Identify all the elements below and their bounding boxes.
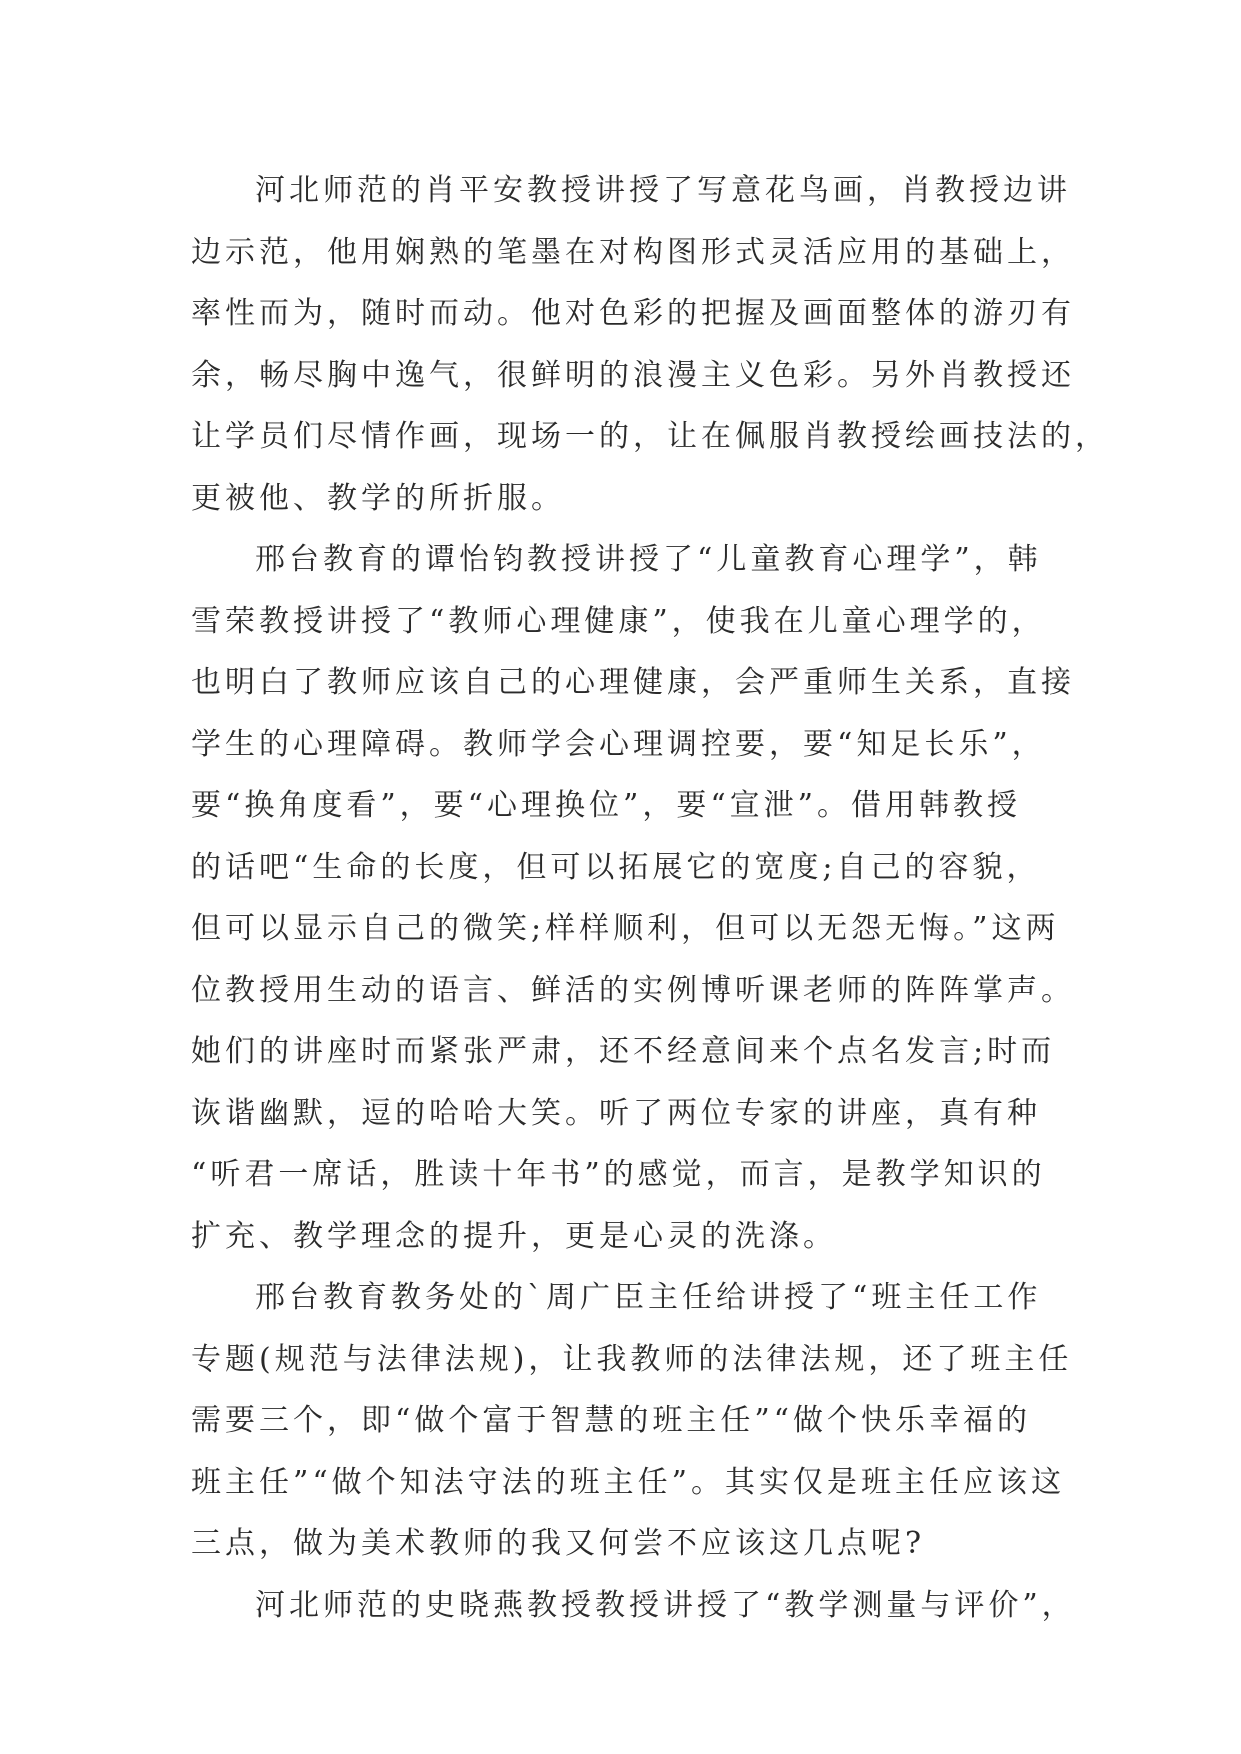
text-line: 班主任”“做个知法守法的班主任”。其实仅是班主任应该这 xyxy=(191,1464,1066,1500)
text-line: 专题(规范与法律法规)，让我教师的法律法规，还了班主任 xyxy=(191,1341,1073,1377)
text-line: 三点，做为美术教师的我又何尝不应该这几点呢? xyxy=(191,1526,926,1561)
text-line: 也明白了教师应该自己的心理健康，会严重师生关系，直接 xyxy=(191,665,1075,700)
text-line: 邢台教育的谭怡钧教授讲授了“儿童教育心理学”，韩 xyxy=(255,542,1042,577)
text-line: 河北师范的肖平安教授讲授了写意花鸟画，肖教授边讲 xyxy=(255,173,1071,208)
text-line: 但可以显示自己的微笑;样样顺利，但可以无怨无悔。”这两 xyxy=(191,911,1060,946)
document-body xyxy=(191,160,1109,1636)
text-line: 她们的讲座时而紧张严肃，还不经意间来个点名发言;时而 xyxy=(191,1034,1056,1069)
text-line: 学生的心理障碍。教师学会心理调控要，要“知足长乐”， xyxy=(191,726,1046,762)
text-line: 需要三个，即“做个富于智慧的班主任”“做个快乐幸福的 xyxy=(191,1403,1032,1438)
text-line: 河北师范的史晓燕教授教授讲授了“教学测量与评价”， xyxy=(255,1587,1076,1623)
text-line: 要“换角度看”，要“心理换位”，要“宣泄”。借用韩教授 xyxy=(191,788,1022,823)
text-line: “听君一席话，胜读十年书”的感觉，而言，是教学知识的 xyxy=(191,1157,1046,1192)
text-line: 邢台教育教务处的`周广臣主任给讲授了“班主任工作 xyxy=(255,1280,1042,1315)
text-line: 率性而为，随时而动。他对色彩的把握及画面整体的游刃有 xyxy=(191,296,1075,331)
text-line: 位教授用生动的语言、鲜活的实例博听课老师的阵阵掌声。 xyxy=(191,972,1075,1008)
text-line: 扩充、教学理念的提升，更是心灵的洗涤。 xyxy=(191,1218,837,1254)
text-line: 边示范，他用娴熟的笔墨在对构图形式灵活应用的基础上， xyxy=(191,234,1075,270)
text-line: 的话吧“生命的长度，但可以拓展它的宽度;自己的容貌， xyxy=(191,849,1041,885)
text-line: 让学员们尽情作画，现场一的，让在佩服肖教授绘画技法的， xyxy=(191,419,1109,454)
text-line: 雪荣教授讲授了“教师心理健康”，使我在儿童心理学的， xyxy=(191,603,1046,639)
text-line: 更被他、教学的所折服。 xyxy=(191,480,565,516)
text-line: 余，畅尽胸中逸气，很鲜明的浪漫主义色彩。另外肖教授还 xyxy=(191,357,1075,393)
text-line: 诙谐幽默，逗的哈哈大笑。听了两位专家的讲座，真有种 xyxy=(191,1095,1041,1131)
